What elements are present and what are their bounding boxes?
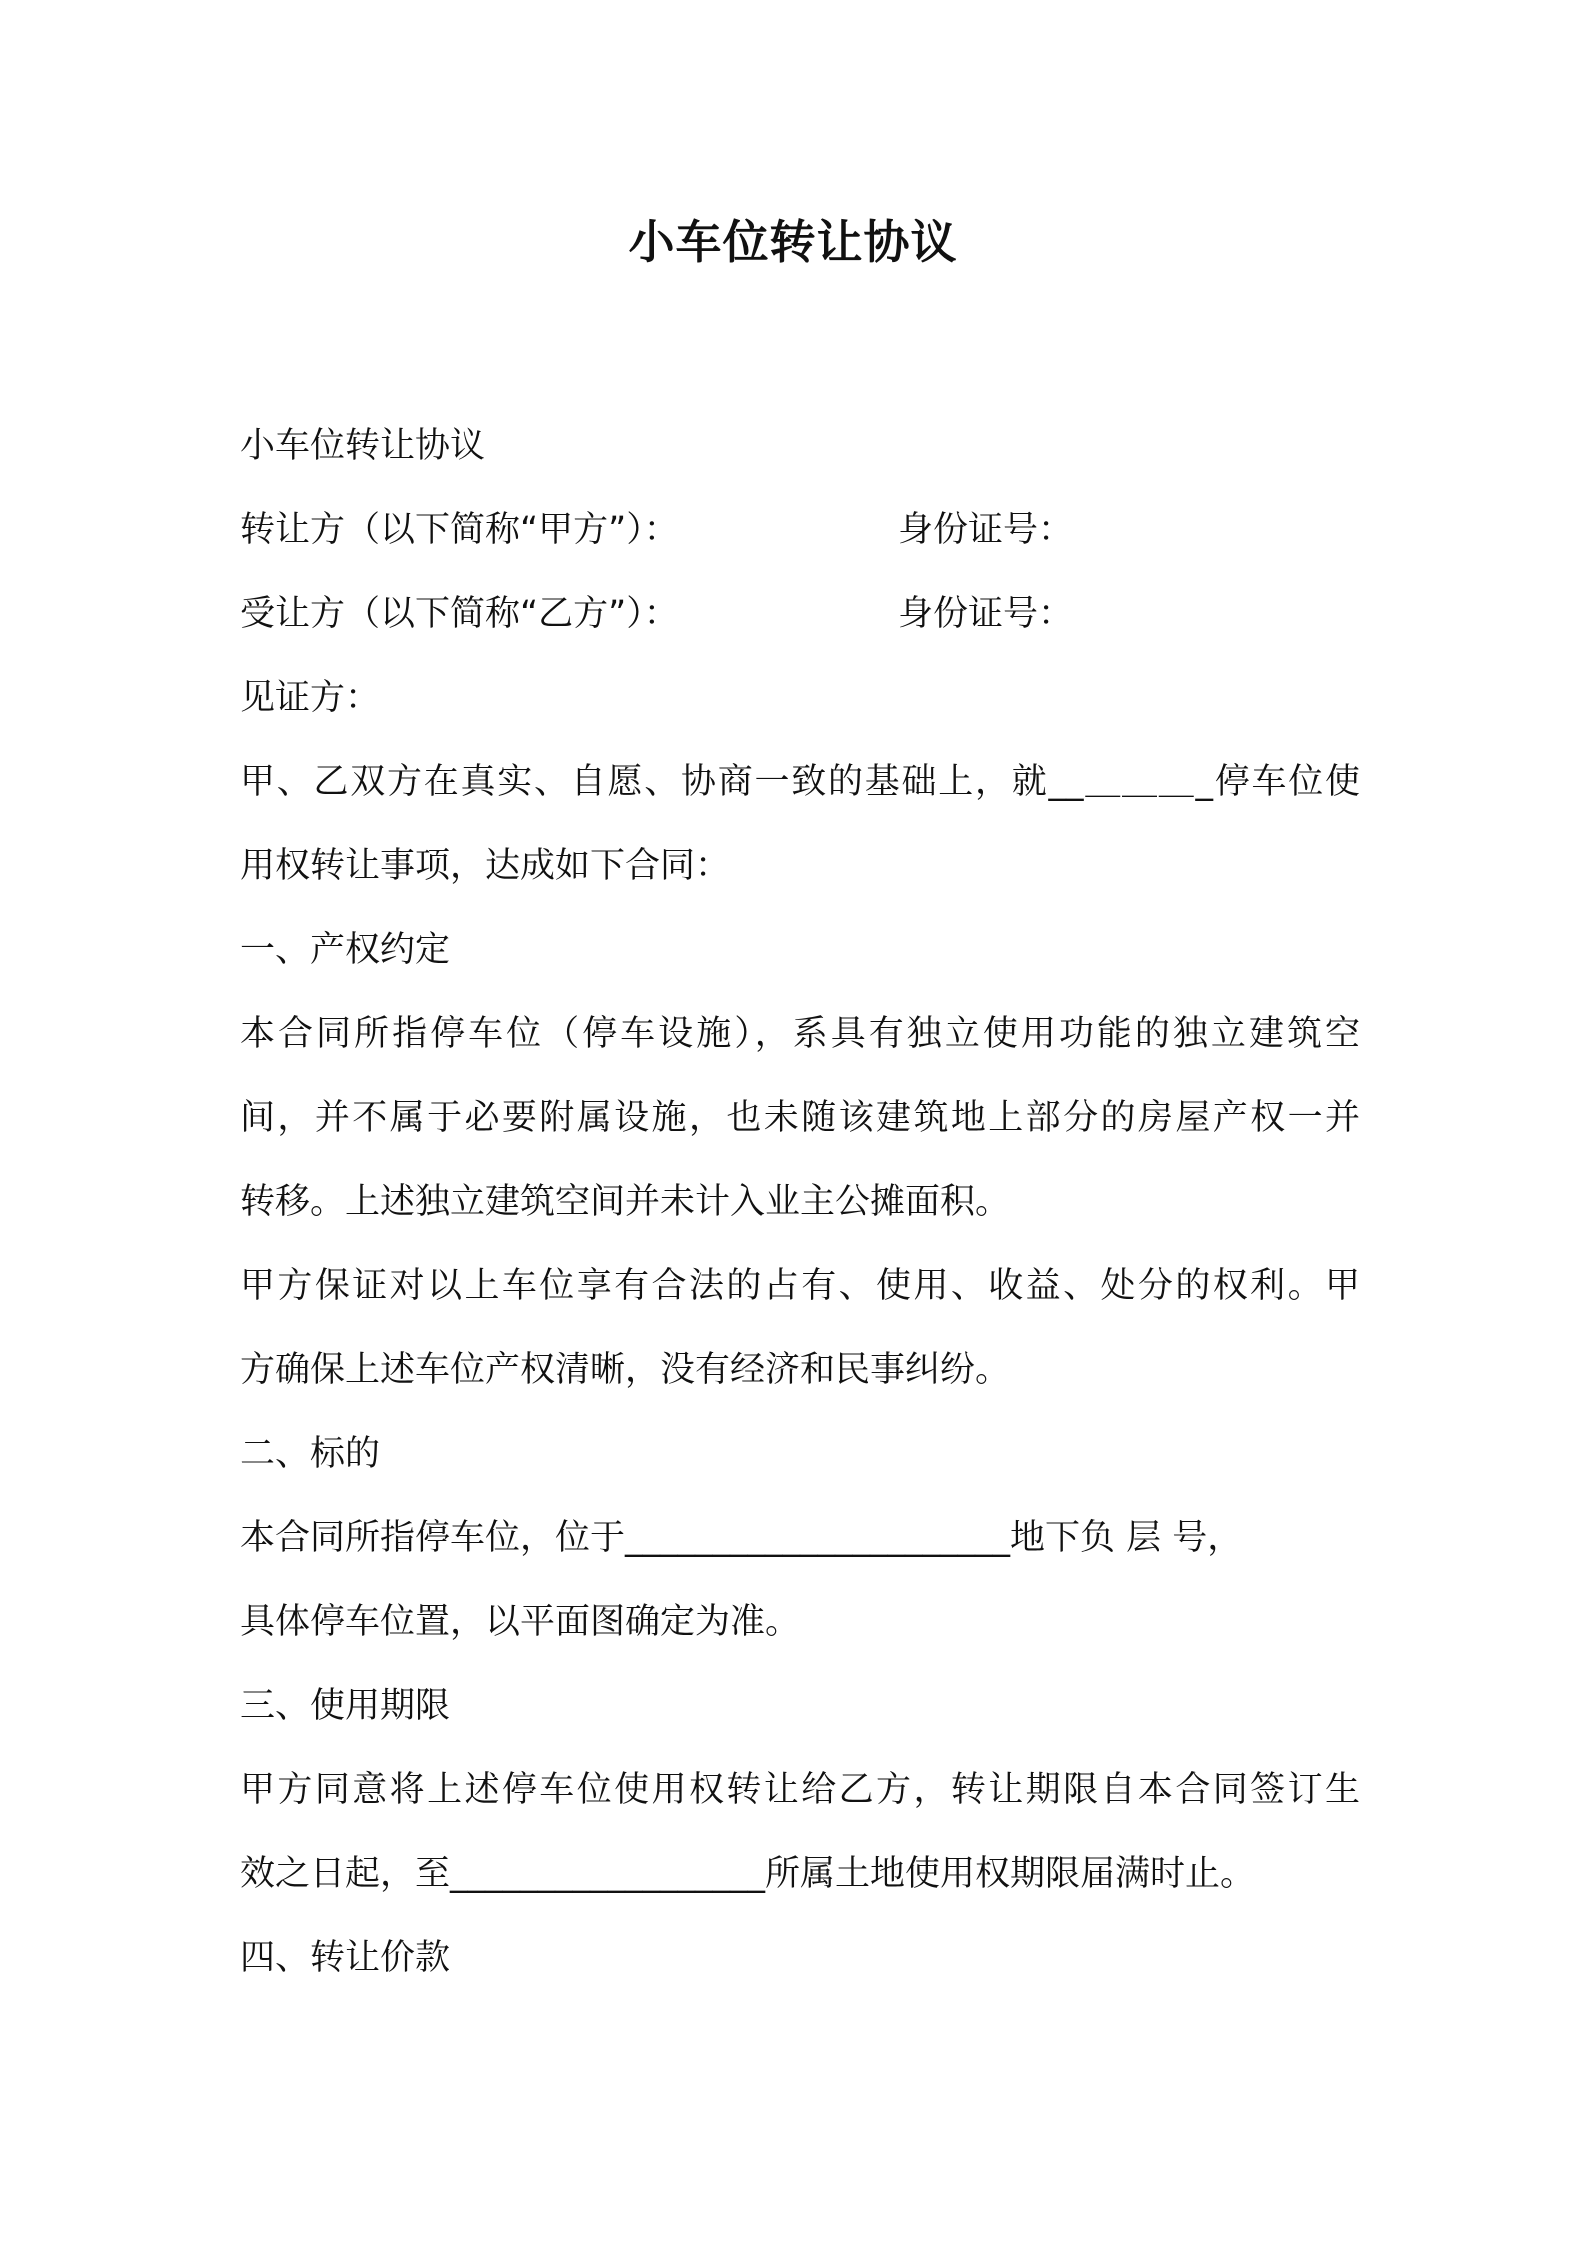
section-1-p1-line-3: 转移。上述独立建筑空间并未计入业主公摊面积。 [240,1182,1011,1222]
section-1-p2-line-1: 甲方保证对以上车位享有合法的占有、使用、收益、处分的权利。甲 [240,1266,1360,1306]
section-2-line-2: 具体停车位置，以平面图确定为准。 [240,1602,801,1642]
section-3-line-1: 甲方同意将上述停车位使用权转让给乙方，转让期限自本合同签订生 [240,1770,1360,1810]
section-1-p1-line-1: 本合同所指停车位（停车设施），系具有独立使用功能的独立建筑空 [240,1014,1360,1054]
transferor-id-label: 身份证号： [898,510,1074,550]
section-1-p2-line-2: 方确保上述车位产权清晰，没有经济和民事纠纷。 [240,1350,1011,1390]
document-title: 小车位转让协议 [628,215,958,269]
transferor-label: 转让方（以下简称“甲方”）： [240,510,679,550]
intro-line-2: 用权转让事项，达成如下合同： [240,846,731,886]
transferee-id-label: 身份证号： [898,594,1074,634]
transferor-row [240,488,1360,572]
transferee-label: 受让方（以下简称“乙方”）： [240,594,679,634]
transferee-row [240,572,1360,656]
document-subtitle: 小车位转让协议 [240,426,486,466]
document-body [240,404,1360,2000]
section-2-line-1: 本合同所指停车位，位于______________________地下负 层 号， [240,1518,1243,1558]
witness-label: 见证方： [240,678,381,718]
intro-line-1: 甲、乙双方在真实、自愿、协商一致的基础上，就__＿＿＿_停车位使 [240,762,1360,802]
section-1-p1-line-2: 间，并不属于必要附属设施，也未随该建筑地上部分的房屋产权一并 [240,1098,1360,1138]
section-1-heading: 一、产权约定 [240,930,451,970]
section-4-heading: 四、转让价款 [240,1938,451,1978]
section-2-heading: 二、标的 [240,1434,381,1474]
section-3-line-2: 效之日起，至__________________所属土地使用权期限届满时止。 [240,1854,1256,1894]
section-3-heading: 三、使用期限 [240,1686,451,1726]
